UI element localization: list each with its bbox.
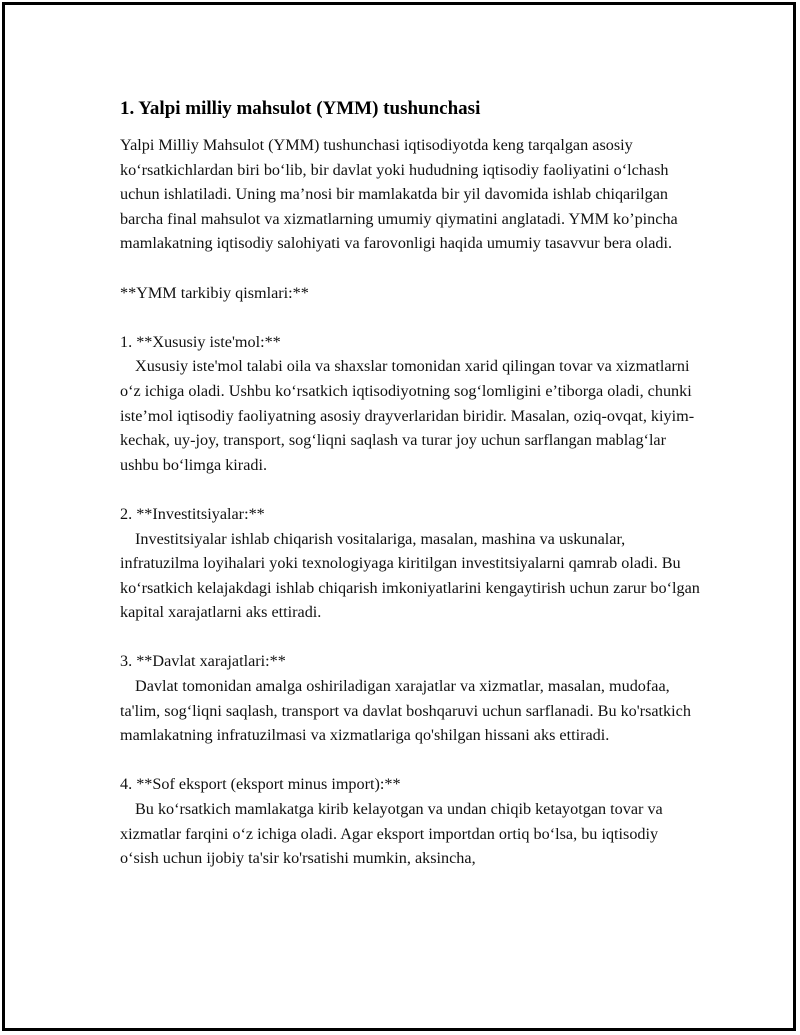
list-item (120, 772, 700, 870)
list-item (120, 502, 704, 625)
paragraph-gap (120, 748, 700, 773)
document-page (2, 2, 796, 1031)
list-item-text: Davlat tomonidan amalga oshiriladigan xarajatlar va xizmatlar, masalan, mudofaa, ta'lim, sog‘liqni saqlash, transport va davlat boshqaruvi uchun sarflanadi. Bu ko'rsatkich mamlakatning infratuzilmasi va xizmatlariga qo'shilgan hissani aks ettiradi. (120, 677, 695, 745)
paragraph-gap (120, 305, 700, 330)
list-item-title: 2. **Investitsiyalar:** (120, 504, 265, 523)
list-item-text: Bu ko‘rsatkich mamlakatga kirib kelayotgan va undan chiqib ketayotgan tovar va xizmatlar farqini o‘z ichiga oladi. Agar eksport importdan ortiq bo‘lsa, bu iqtisodiy o‘sish uchun ijobiy ta'sir ko'rsatishi mumkin, aksincha, (120, 800, 667, 868)
list-item (120, 330, 700, 478)
paragraph-gap (120, 477, 700, 502)
paragraph-gap (120, 625, 700, 650)
intro-paragraph: Yalpi Milliy Mahsulot (YMM) tushunchasi iqtisodiyotda keng tarqalgan asosiy ko‘rsatkichlardan biri bo‘lib, bir davlat yoki hududning iqtisodiy faoliyatini o‘lchash uchun ishlatiladi. Uning ma’nosi bir mamlakatda bir yil davomida ishlab chiqarilgan barcha final mahsulot va xizmatlarning umumiy qiymatini anglatadi. YMM ko’pincha mamlakatning iqtisodiy salohiyati va farovonligi haqida umumiy tasavvur bera oladi. (120, 136, 682, 253)
list-item-title: 3. **Davlat xarajatlari:** (120, 652, 286, 671)
list-item-text: Xususiy iste'mol talabi oila va shaxslar tomonidan xarid qilingan tovar va xizmatlarni o‘z ichiga oladi. Ushbu ko‘rsatkich iqtisodiyotning sog‘lomligini e’tiborga oladi, chunki iste’mol iqtisodiy faoliyatning asosiy drayverlaridan biridir. Masalan, oziq-ovqat, kiyim-kechak, uy-joy, transport, sog‘liqni saqlash va turar joy uchun sarflangan mablag‘lar ushbu bo‘limga kiradi. (120, 357, 696, 474)
list-item-title: 4. **Sof eksport (eksport minus import):** (120, 775, 401, 794)
list-item-text: Investitsiyalar ishlab chiqarish vositalariga, masalan, mashina va uskunalar, infratuzilma loyihalari yoki texnologiyaga kiritilgan investitsiyalarni qamrab oladi. Bu ko‘rsatkich kelajakdagi ishlab chiqarish imkoniyatlarini kengaytirish uchun zarur bo‘lgan kapital xarajatlarni aks ettiradi. (120, 529, 704, 622)
section-heading: 1. Yalpi milliy mahsulot (YMM) tushunchasi (120, 98, 481, 119)
list-item (120, 649, 700, 747)
document-body (120, 97, 704, 871)
components-heading: **YMM tarkibiy qismlari:** (120, 283, 309, 302)
paragraph-gap (120, 256, 700, 281)
list-item-title: 1. **Xususiy iste'mol:** (120, 332, 281, 351)
